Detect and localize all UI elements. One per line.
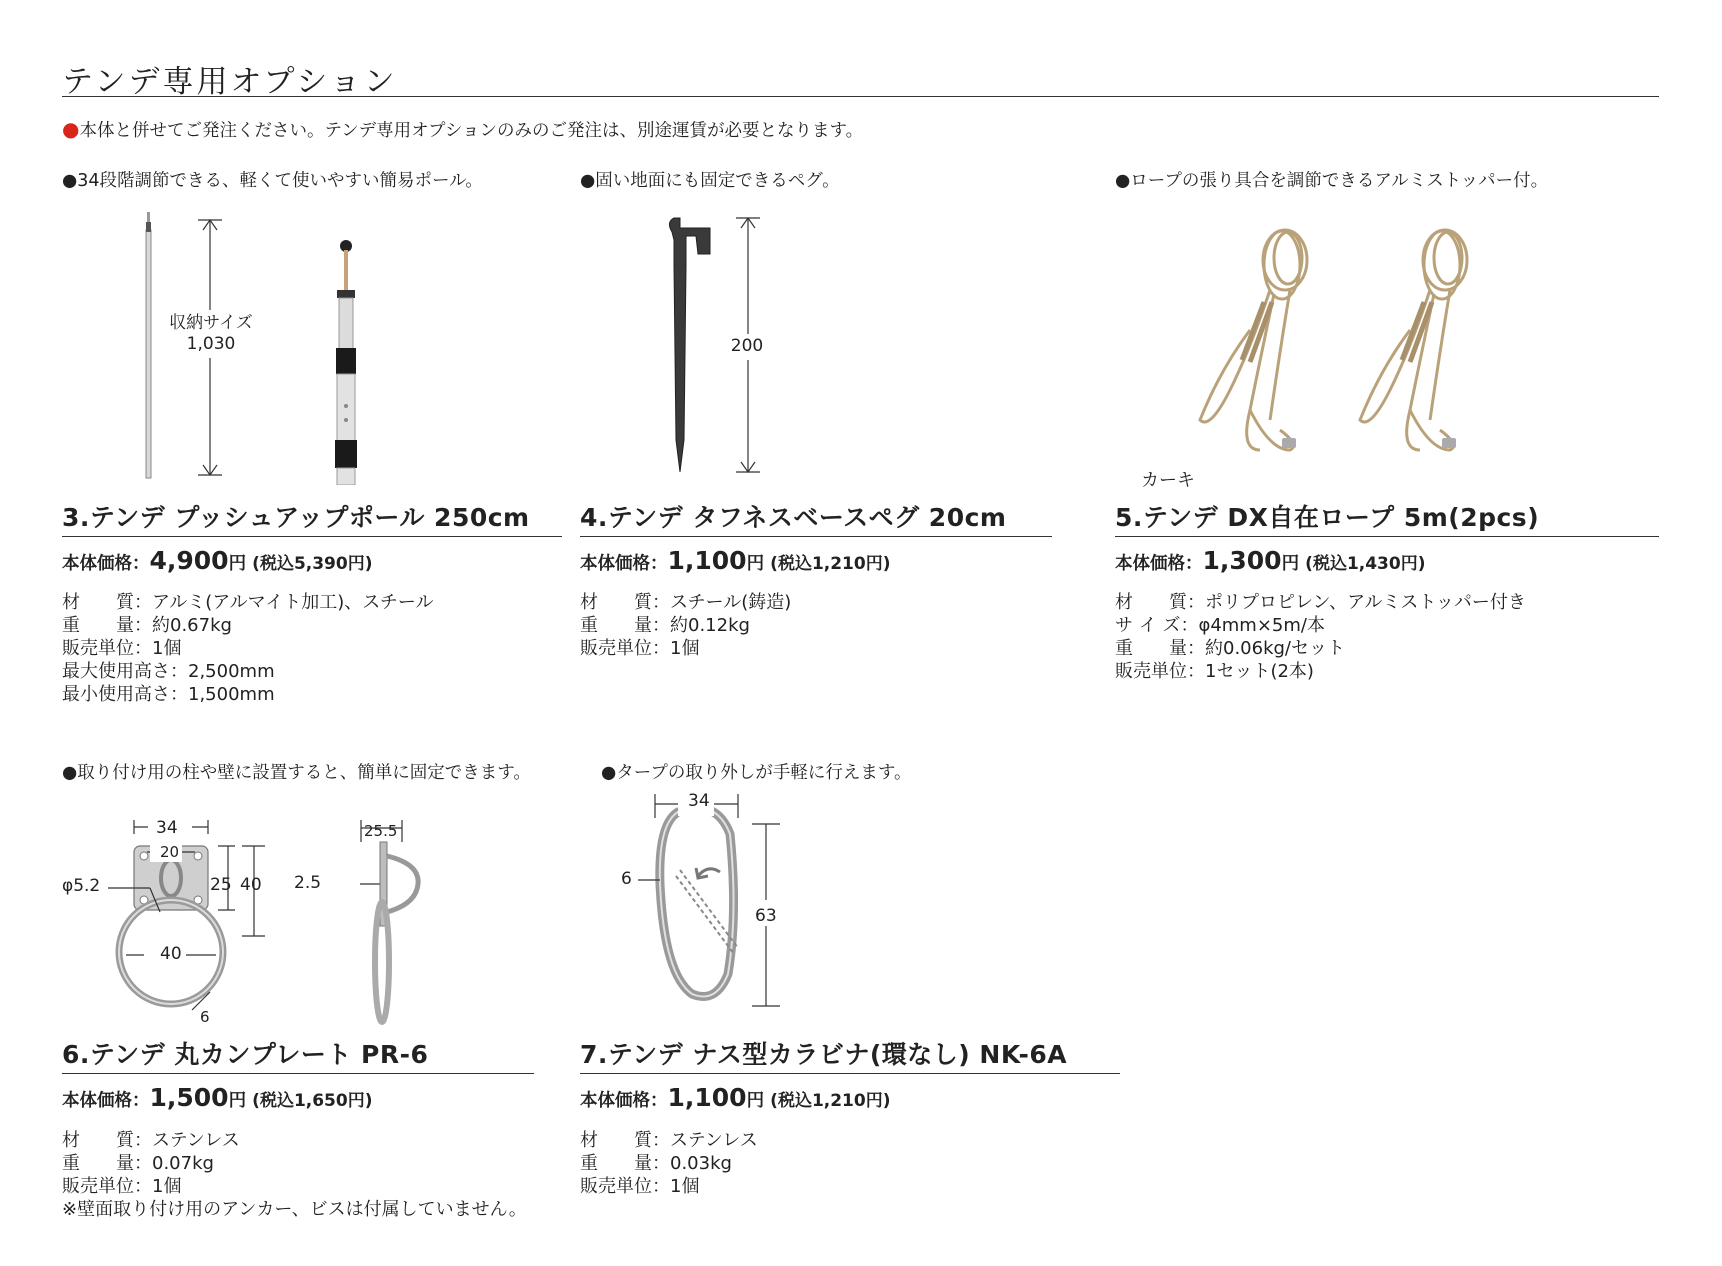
spec-row: 販売単位：1個 bbox=[580, 638, 700, 659]
yen-unit: 円 bbox=[228, 1091, 247, 1111]
tax-price: (税込1,210円) bbox=[770, 1091, 891, 1111]
spec-row: 材 質：スチール(鋳造) bbox=[580, 592, 792, 613]
product-3-price bbox=[62, 546, 372, 575]
spec-row: ※壁面取り付け用のアンカー、ビスは付属していません。 bbox=[62, 1199, 527, 1220]
product-5-divider bbox=[1115, 536, 1659, 537]
spec-row: 最小使用高さ：1,500mm bbox=[62, 684, 275, 705]
spec-row: 重 量：約0.67kg bbox=[62, 615, 232, 636]
yen-unit: 円 bbox=[1281, 554, 1300, 574]
spec-row: 材 質：アルミ(アルマイト加工)、スチール bbox=[62, 592, 434, 613]
product-5-feature: ●ロープの張り具合を調節できるアルミストッパー付。 bbox=[1115, 171, 1549, 191]
price-label: 本体価格： bbox=[62, 1091, 150, 1111]
product-7-price bbox=[580, 1083, 890, 1112]
yen-unit: 円 bbox=[746, 554, 765, 574]
hole-spacing-label: 20 bbox=[160, 843, 180, 861]
spec-row: サ イ ズ：φ4mm×5m/本 bbox=[1115, 615, 1325, 636]
ring-plate-image bbox=[60, 812, 440, 1026]
product-6-title: 6.テンデ 丸カンプレート PR-6 bbox=[62, 1040, 429, 1069]
product-5-price bbox=[1115, 546, 1425, 575]
spec-row: 重 量：0.03kg bbox=[580, 1153, 732, 1174]
price-label: 本体価格： bbox=[580, 554, 668, 574]
spec-row: 最大使用高さ：2,500mm bbox=[62, 661, 275, 682]
price-label: 本体価格： bbox=[1115, 554, 1203, 574]
product-4-divider bbox=[580, 536, 1052, 537]
page-title: テンデ専用オプション bbox=[62, 64, 398, 100]
carabiner-width-label: 34 bbox=[688, 791, 710, 811]
product-7-feature: ●タープの取り外しが手軽に行えます。 bbox=[601, 763, 912, 783]
red-bullet-icon: ● bbox=[62, 117, 80, 141]
price-value: 1,100 bbox=[667, 546, 747, 575]
product-6-feature: ●取り付け用の柱や壁に設置すると、簡単に固定できます。 bbox=[62, 763, 531, 783]
product-5-specs bbox=[1115, 591, 1526, 683]
price-label: 本体価格： bbox=[580, 1091, 668, 1111]
ring-diameter-label: 40 bbox=[160, 944, 182, 964]
carabiner-wire-label: 6 bbox=[621, 869, 632, 889]
wire-diameter-label: φ5.2 bbox=[62, 876, 101, 896]
carabiner-image bbox=[620, 794, 800, 1014]
peg-length-label: 200 bbox=[730, 336, 764, 356]
side-depth-label: 25.5 bbox=[364, 822, 398, 840]
product-7-title: 7.テンデ ナス型カラビナ(環なし) NK-6A bbox=[580, 1040, 1068, 1069]
price-value: 1,300 bbox=[1202, 546, 1282, 575]
spec-row: 材 質：ステンレス bbox=[580, 1130, 758, 1151]
plate-width-label: 34 bbox=[156, 818, 178, 838]
product-6-price bbox=[62, 1083, 372, 1112]
spec-row: 材 質：ステンレス bbox=[62, 1130, 240, 1151]
rope-image bbox=[1190, 220, 1530, 490]
pole-dimension-label bbox=[166, 313, 256, 355]
product-7-specs bbox=[580, 1129, 758, 1198]
spec-row: 販売単位：1個 bbox=[62, 1176, 182, 1197]
rope-color-label: カーキ bbox=[1141, 470, 1195, 491]
spec-row: 販売単位：1個 bbox=[62, 638, 182, 659]
spec-row: 重 量：0.07kg bbox=[62, 1153, 214, 1174]
product-6-divider bbox=[62, 1073, 534, 1074]
storage-size-value: 1,030 bbox=[186, 334, 236, 354]
product-3-feature: ●34段階調節できる、軽くて使いやすい簡易ポール。 bbox=[62, 171, 483, 191]
tax-price: (税込5,390円) bbox=[252, 554, 373, 574]
product-3-divider bbox=[62, 536, 562, 537]
price-value: 4,900 bbox=[149, 546, 229, 575]
yen-unit: 円 bbox=[228, 554, 247, 574]
product-6-specs bbox=[62, 1129, 527, 1221]
plate-height-label: 40 bbox=[240, 875, 262, 895]
plate-thickness-label: 2.5 bbox=[294, 873, 322, 893]
carabiner-length-label: 63 bbox=[755, 906, 777, 926]
product-4-specs bbox=[580, 591, 791, 660]
storage-size-label: 収納サイズ bbox=[169, 313, 253, 333]
price-value: 1,500 bbox=[149, 1083, 229, 1112]
product-4-price bbox=[580, 546, 890, 575]
product-4-title: 4.テンデ タフネスベースペグ 20cm bbox=[580, 503, 1007, 532]
spec-row: 材 質：ポリプロピレン、アルミストッパー付き bbox=[1115, 592, 1526, 613]
product-7-divider bbox=[580, 1073, 1120, 1074]
product-4-feature: ●固い地面にも固定できるペグ。 bbox=[580, 171, 840, 191]
spec-row: 販売単位：1セット(2本) bbox=[1115, 661, 1314, 682]
tax-price: (税込1,210円) bbox=[770, 554, 891, 574]
price-value: 1,100 bbox=[667, 1083, 747, 1112]
title-divider bbox=[62, 96, 1659, 97]
tax-price: (税込1,430円) bbox=[1305, 554, 1426, 574]
product-5-title: 5.テンデ DX自在ロープ 5m(2pcs) bbox=[1115, 503, 1540, 532]
spec-row: 重 量：約0.12kg bbox=[580, 615, 750, 636]
ring-thickness-label: 6 bbox=[200, 1008, 210, 1026]
order-notice bbox=[62, 117, 863, 142]
order-notice-text: 本体と併せてご発注ください。テンデ専用オプションのみのご発注は、別途運賃が必要となります。 bbox=[79, 121, 864, 141]
spec-row: 重 量：約0.06kg/セット bbox=[1115, 638, 1345, 659]
yen-unit: 円 bbox=[746, 1091, 765, 1111]
hole-vertical-label: 25 bbox=[210, 875, 232, 895]
product-3-title: 3.テンデ プッシュアップポール 250cm bbox=[62, 503, 530, 532]
product-3-specs bbox=[62, 591, 434, 706]
tax-price: (税込1,650円) bbox=[252, 1091, 373, 1111]
price-label: 本体価格： bbox=[62, 554, 150, 574]
spec-row: 販売単位：1個 bbox=[580, 1176, 700, 1197]
